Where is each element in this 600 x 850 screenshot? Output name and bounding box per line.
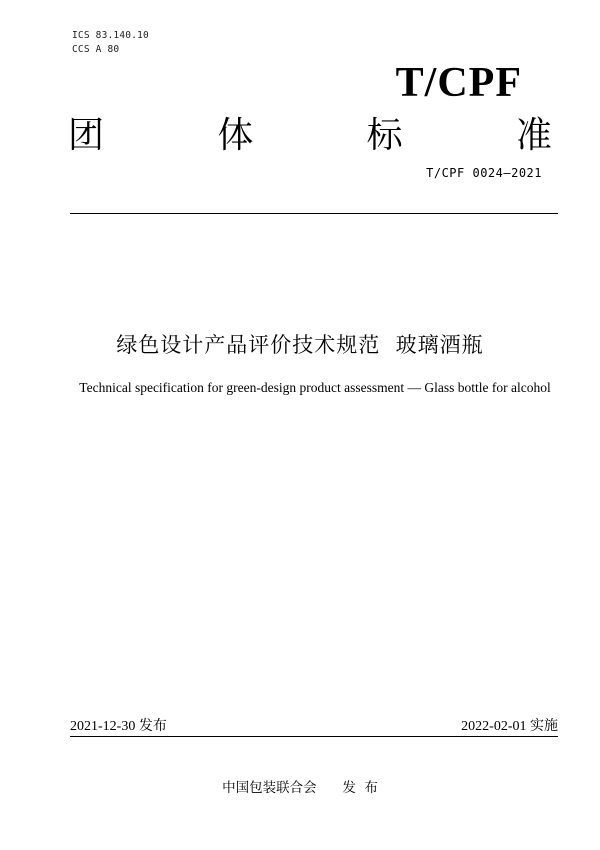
footer-divider <box>70 736 558 737</box>
standard-number: T/CPF 0024—2021 <box>426 166 542 180</box>
standard-type-heading <box>68 115 552 156</box>
document-title-chinese: 绿色设计产品评价技术规范 玻璃酒瓶 <box>116 333 484 357</box>
header-divider <box>70 213 558 214</box>
standard-type-char: 团 <box>68 115 105 156</box>
publisher: 中国包装联合会 发 布 <box>222 780 378 796</box>
standard-type-char: 体 <box>217 115 254 156</box>
implementation-date: 2022-02-01 实施 <box>461 719 558 734</box>
document-title-english: Technical specification for green-design product assessment — Glass bottle for alcohol <box>79 380 551 395</box>
ics-code: ICS 83.140.10 <box>72 30 149 41</box>
standard-type-char: 准 <box>515 115 552 156</box>
ccs-code: CCS A 80 <box>72 44 120 55</box>
standard-type-char: 标 <box>366 115 403 156</box>
issue-date: 2021-12-30 发布 <box>70 719 167 734</box>
standard-logo: T/CPF <box>395 60 522 106</box>
